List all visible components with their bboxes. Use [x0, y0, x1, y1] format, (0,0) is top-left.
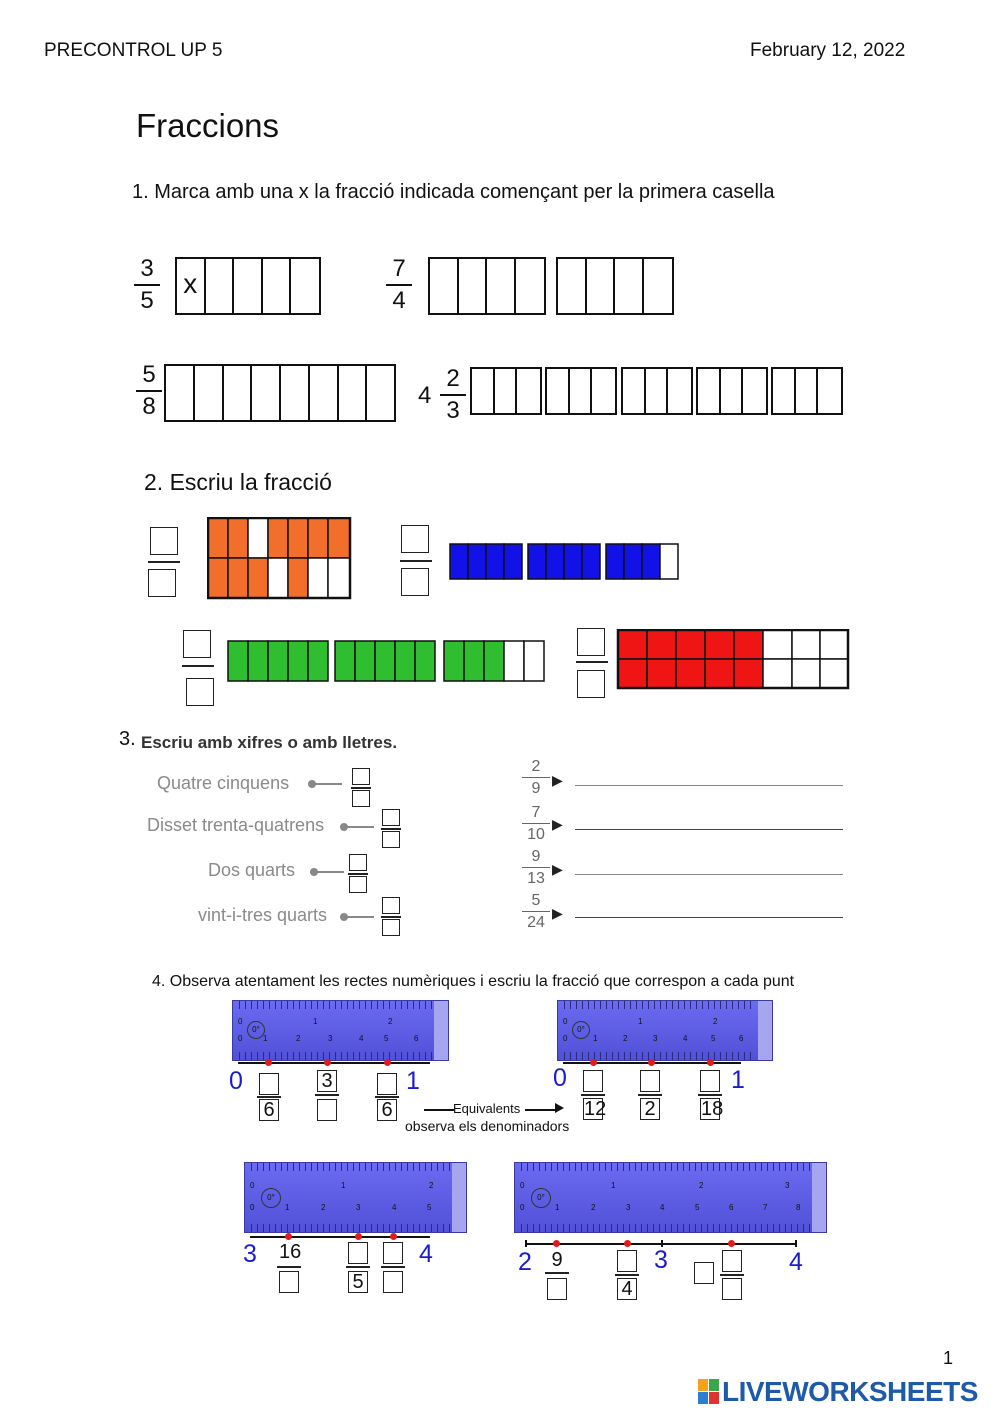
q3-write-line[interactable] — [575, 785, 843, 786]
numerator: 3 — [140, 255, 154, 282]
r3-num-2[interactable] — [348, 1242, 368, 1264]
q4-instruction: 4. Observa atentament les rectes numèriques i escriu la fracció que correspon a cada punt — [152, 973, 795, 990]
q1-strip-2b — [556, 257, 674, 315]
r4-num-1[interactable]: 9 — [551, 1249, 563, 1271]
q1-cell[interactable] — [698, 369, 721, 413]
q2-instruction: 2. Escriu la fracció — [144, 469, 332, 495]
q1-cell[interactable] — [495, 369, 518, 413]
q2-answer-num-1[interactable] — [150, 527, 178, 555]
q2-orange-grid — [207, 517, 352, 600]
q1-cell[interactable] — [195, 366, 224, 420]
q3-fraction-1: 2 9 — [522, 757, 550, 798]
q2-answer-den-2[interactable] — [401, 568, 429, 596]
q2-answer-den-3[interactable] — [186, 678, 214, 706]
q3-fraction-3: 9 13 — [522, 847, 550, 888]
q1-cell[interactable] — [166, 366, 195, 420]
q1-cell[interactable] — [234, 259, 263, 313]
denominator: 5 — [140, 287, 154, 314]
q1-instruction: 1. Marca amb una x la fracció indicada començant per la primera casella — [132, 181, 775, 203]
ruler-4: 0 1 2 3 0 1 2 3 4 5 6 7 8 0° — [514, 1162, 827, 1233]
q1-cell[interactable] — [623, 369, 646, 413]
line2-start: 0 — [553, 1064, 567, 1092]
q1-strip-4a — [470, 367, 542, 415]
q2-answer-num-3[interactable] — [183, 630, 211, 658]
q1-cell[interactable] — [206, 259, 235, 313]
q1-cell[interactable] — [263, 259, 292, 313]
q1-cell[interactable] — [547, 369, 570, 413]
r2-den-3[interactable]: 18 — [701, 1098, 724, 1120]
q1-cell-marked[interactable]: x — [177, 259, 206, 313]
q1-cell[interactable] — [252, 366, 281, 420]
denominators-note: observa els denominadors — [405, 1118, 570, 1134]
r3-num-1[interactable]: 16 — [279, 1241, 302, 1263]
q1-strip-2a — [428, 257, 546, 315]
q1-cell[interactable] — [570, 369, 593, 413]
line4-start: 2 — [518, 1248, 532, 1276]
line2-end: 1 — [731, 1066, 745, 1094]
q3-answer-den[interactable] — [352, 790, 370, 807]
q1-cell[interactable] — [291, 259, 319, 313]
numerator: 2 — [446, 365, 460, 392]
q1-cell[interactable] — [615, 259, 644, 313]
q1-strip-1 — [175, 257, 321, 315]
q1-strip-3 — [164, 364, 396, 422]
q1-cell[interactable] — [459, 259, 488, 313]
q1-cell[interactable] — [818, 369, 841, 413]
q2-answer-den-4[interactable] — [577, 670, 605, 698]
q1-cell[interactable] — [644, 259, 672, 313]
q3-word-3: Dos quarts — [208, 860, 296, 880]
q1-cell[interactable] — [558, 259, 587, 313]
q3-number: 3. — [119, 728, 136, 750]
numerator: 5 — [142, 361, 156, 388]
q2-blue-strips — [448, 543, 683, 581]
q3-word-2: Disset trenta-quatrens — [147, 815, 325, 835]
q1-cell[interactable] — [472, 369, 495, 413]
r1-num-2[interactable]: 3 — [317, 1070, 337, 1092]
equivalents-label: Equivalents — [453, 1101, 521, 1116]
r2-num-2[interactable] — [640, 1070, 660, 1092]
q1-cell[interactable] — [721, 369, 744, 413]
q1-cell[interactable] — [487, 259, 516, 313]
line4-mid: 3 — [654, 1246, 668, 1274]
line3-end: 4 — [419, 1240, 433, 1268]
q1-fraction-2 — [386, 256, 412, 314]
q3-answer-num[interactable] — [382, 809, 400, 826]
q1-fraction-3 — [136, 362, 162, 420]
denominator: 8 — [142, 393, 156, 420]
q1-cell[interactable] — [743, 369, 766, 413]
line1-start: 0 — [229, 1067, 243, 1095]
q1-strip-4b — [545, 367, 617, 415]
q1-cell[interactable] — [224, 366, 253, 420]
r1-num-3[interactable] — [377, 1073, 397, 1095]
header-left: PRECONTROL UP 5 — [44, 40, 223, 61]
denominator: 3 — [446, 397, 460, 424]
r1-den-3[interactable]: 6 — [377, 1099, 397, 1121]
r3-den-3[interactable] — [383, 1271, 403, 1293]
header-date: February 12, 2022 — [750, 40, 906, 61]
line1-end: 1 — [406, 1067, 420, 1095]
q1-cell[interactable] — [430, 259, 459, 313]
r2-num-3[interactable] — [700, 1070, 720, 1092]
q1-cell[interactable] — [587, 259, 616, 313]
q1-fraction-1 — [134, 256, 160, 314]
denominator: 4 — [392, 287, 406, 314]
q3-fraction-2: 7 10 — [522, 803, 550, 844]
q3-answer-num[interactable] — [349, 854, 367, 871]
r2-den-1[interactable]: 12 — [584, 1098, 607, 1120]
q3-instruction: Escriu amb xifres o amb lletres. — [141, 733, 398, 752]
r2-num-1[interactable] — [583, 1070, 603, 1092]
q3-answer-den[interactable] — [382, 831, 400, 848]
q3-answer-den[interactable] — [382, 919, 400, 936]
r4-whole[interactable] — [694, 1262, 714, 1284]
q1-cell[interactable] — [281, 366, 310, 420]
r4-num-2[interactable] — [617, 1250, 637, 1272]
ruler-2: 0 1 2 0 1 2 3 4 5 6 0° — [557, 1000, 773, 1061]
line4-end: 4 — [789, 1248, 803, 1276]
q1-strip-4e — [771, 367, 843, 415]
r4-den-2[interactable]: 4 — [617, 1278, 637, 1300]
liveworksheets-brand: LIVEWORKSHEETS — [722, 1376, 978, 1407]
q1-cell[interactable] — [646, 369, 669, 413]
q1-strip-4d — [696, 367, 768, 415]
q1-whole-number: 4 — [418, 382, 432, 409]
ruler-1: 0 1 2 0 1 2 3 4 5 6 0° — [232, 1000, 449, 1061]
r1-den-1[interactable]: 6 — [259, 1099, 279, 1121]
q1-cell[interactable] — [592, 369, 615, 413]
q2-red-grid — [616, 629, 850, 691]
q3-answer-num[interactable] — [382, 897, 400, 914]
number-line-3 — [250, 1236, 430, 1238]
q3-write-line[interactable] — [575, 829, 843, 830]
r1-num-1[interactable] — [259, 1073, 279, 1095]
liveworksheets-logo-icon — [698, 1379, 720, 1405]
r3-den-1[interactable] — [279, 1271, 299, 1293]
r3-den-2[interactable]: 5 — [348, 1271, 368, 1293]
q3-fraction-4: 5 24 — [522, 891, 550, 932]
r1-den-2[interactable] — [317, 1099, 337, 1121]
q3-write-line[interactable] — [575, 917, 843, 918]
q3-write-line[interactable] — [575, 874, 843, 875]
numerator: 7 — [392, 255, 406, 282]
q3-word-4: vint-i-tres quarts — [198, 905, 328, 925]
q1-cell[interactable] — [517, 369, 540, 413]
r4-den-3[interactable] — [722, 1278, 742, 1300]
page-number: 1 — [943, 1348, 954, 1368]
r4-den-1[interactable] — [547, 1278, 567, 1300]
q1-fraction-4 — [440, 366, 466, 424]
page-title: Fraccions — [136, 107, 280, 144]
r2-den-2[interactable]: 2 — [640, 1098, 660, 1120]
q3-answer-den[interactable] — [349, 876, 367, 893]
q1-cell[interactable] — [516, 259, 544, 313]
r4-num-3[interactable] — [722, 1250, 742, 1272]
q1-cell[interactable] — [773, 369, 796, 413]
q2-green-strips — [226, 640, 548, 684]
q3-answer-num[interactable] — [352, 768, 370, 785]
q1-cell[interactable] — [668, 369, 691, 413]
q1-cell[interactable] — [796, 369, 819, 413]
q1-cell[interactable] — [367, 366, 394, 420]
q2-answer-num-2[interactable] — [401, 525, 429, 553]
q3-word-1: Quatre cinquens — [157, 773, 290, 793]
line3-start: 3 — [243, 1240, 257, 1268]
q2-answer-den-1[interactable] — [148, 569, 176, 597]
q1-cell[interactable] — [310, 366, 339, 420]
q2-answer-num-4[interactable] — [577, 628, 605, 656]
ruler-3: 0 1 2 0 1 2 3 4 5 0° — [244, 1162, 467, 1233]
q1-strip-4c — [621, 367, 693, 415]
q1-cell[interactable] — [339, 366, 368, 420]
r3-num-3[interactable] — [383, 1242, 403, 1264]
